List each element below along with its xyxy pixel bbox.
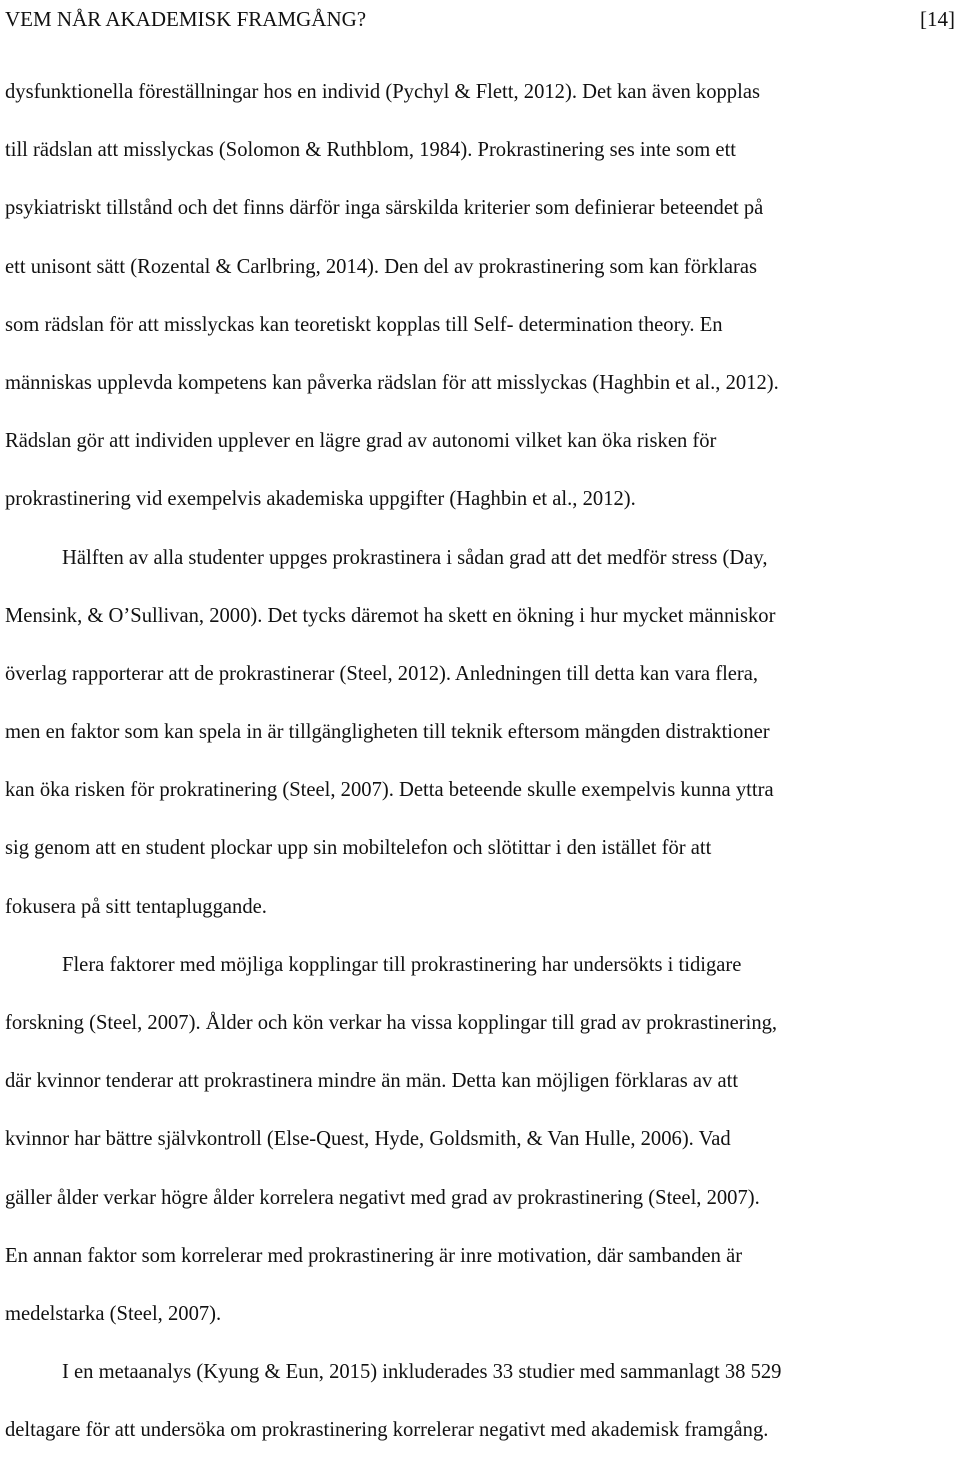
- page-number: [14]: [920, 7, 955, 31]
- text-line: kan öka risken för prokratinering (Steel, 2007). Detta beteende skulle exempelvis kunna yttra: [5, 779, 774, 802]
- text-line: forskning (Steel, 2007). Ålder och kön verkar ha vissa kopplingar till grad av prokrastinering,: [5, 1012, 778, 1034]
- text-line: fokusera på sitt tentapluggande.: [5, 895, 267, 918]
- text-line: men en faktor som kan spela in är tillgängligheten till teknik eftersom mängden distraktioner: [5, 721, 770, 744]
- running-header: [5, 4, 955, 34]
- text-line: kvinnor har bättre självkontroll (Else-Quest, Hyde, Goldsmith, & Van Hulle, 2006). Vad: [5, 1128, 731, 1151]
- text-line: till rädslan att misslyckas (Solomon & Ruthblom, 1984). Prokrastinering ses inte som ett: [5, 139, 737, 162]
- text-line: Rädslan gör att individen upplever en lägre grad av autonomi vilket kan öka risken för: [5, 430, 717, 453]
- paragraph-4: [5, 1343, 957, 1459]
- text-line: psykiatriskt tillstånd och det finns därför inga särskilda kriterier som definierar beteendet på: [5, 197, 764, 220]
- text-line: medelstarka (Steel, 2007).: [5, 1302, 222, 1325]
- text-line: där kvinnor tenderar att prokrastinera mindre än män. Detta kan möjligen förklaras av att: [5, 1070, 739, 1093]
- paragraph-2: [5, 529, 957, 936]
- paragraph-1: [5, 63, 957, 529]
- text-line: I en metaanalys (Kyung & Eun, 2015) inkluderades 33 studier med sammanlagt 38 529: [62, 1361, 782, 1384]
- text-line: Mensink, & O’Sullivan, 2000). Det tycks däremot ha skett en ökning i hur mycket människor: [5, 604, 776, 627]
- text-line: sig genom att en student plockar upp sin mobiltelefon och slötittar i den istället för att: [5, 837, 712, 860]
- text-line: Flera faktorer med möjliga kopplingar till prokrastinering har undersökts i tidigare: [62, 953, 742, 976]
- text-line: deltagare för att undersöka om prokrastinering korrelerar negativt med akademisk framgång.: [5, 1419, 769, 1442]
- text-line: överlag rapporterar att de prokrastinerar (Steel, 2012). Anledningen till detta kan vara flera,: [5, 662, 759, 685]
- header-title: VEM NÅR AKADEMISK FRAMGÅNG?: [5, 7, 367, 31]
- text-line: ett unisont sätt (Rozental & Carlbring, 2014). Den del av prokrastinering som kan förklaras: [5, 255, 758, 278]
- text-line: människas upplevda kompetens kan påverka rädslan för att misslyckas (Haghbin et al., 2012).: [5, 371, 779, 394]
- paragraph-3: [5, 936, 957, 1343]
- text-line: En annan faktor som korrelerar med prokrastinering är inre motivation, där sambanden är: [5, 1244, 743, 1267]
- body-text: [5, 63, 957, 1460]
- text-line: prokrastinering vid exempelvis akademiska uppgifter (Haghbin et al., 2012).: [5, 488, 636, 511]
- text-line: Hälften av alla studenter uppges prokrastinera i sådan grad att det medför stress (Day,: [62, 546, 768, 569]
- text-line: gäller ålder verkar högre ålder korrelera negativt med grad av prokrastinering (Steel, 2007).: [5, 1186, 760, 1209]
- text-line: dysfunktionella föreställningar hos en individ (Pychyl & Flett, 2012). Det kan även kopplas: [5, 81, 760, 103]
- text-line: som rädslan för att misslyckas kan teoretiskt kopplas till Self- determination theory. En: [5, 313, 723, 336]
